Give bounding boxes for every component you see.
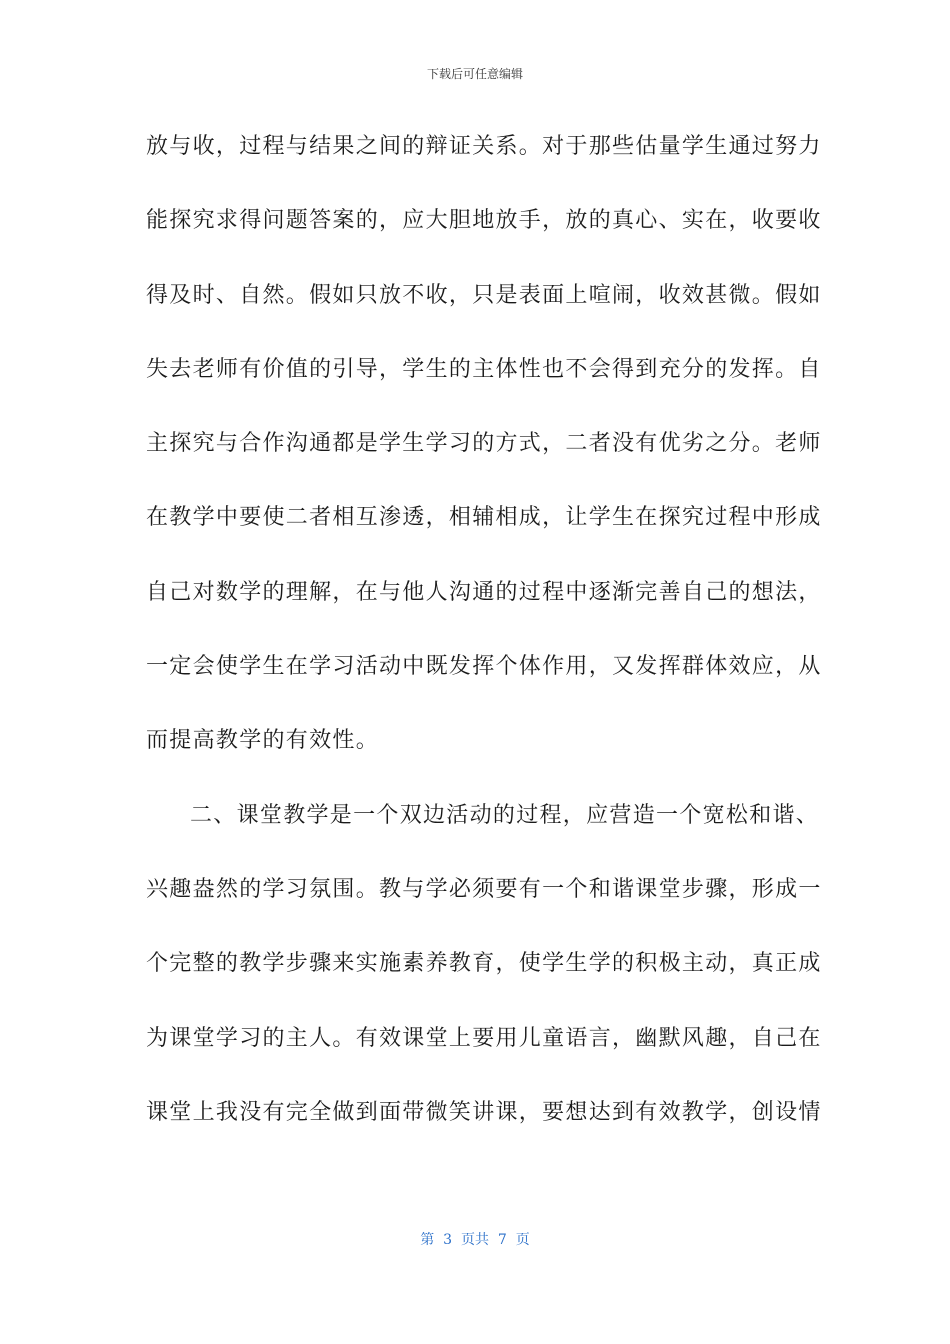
body-text (146, 122, 822, 1162)
text-line: 而提高教学的有效性。 (146, 728, 380, 754)
text-line: 在教学中要使二者相互渗透，相辅相成，让学生在探究过程中形成 (146, 505, 822, 531)
text-line: 主探究与合作沟通都是学生学习的方式，二者没有优劣之分。老师 (146, 431, 822, 457)
text-line: 自己对数学的理解，在与他人沟通的过程中逐渐完善自己的想法， (146, 579, 822, 605)
text-line: 课堂上我没有完全做到面带微笑讲课，要想达到有效教学，创设情 (146, 1099, 822, 1125)
text-line: 兴趣盎然的学习氛围。教与学必须要有一个和谐课堂步骤，形成一 (146, 876, 822, 902)
text-line: 放与收，过程与结果之间的辩证关系。对于那些估量学生通过努力 (146, 134, 822, 159)
page-number: 第 3 页共 7 页 (420, 1232, 530, 1248)
text-line: 一定会使学生在学习活动中既发挥个体作用，又发挥群体效应，从 (146, 654, 822, 680)
text-line: 失去老师有价值的引导，学生的主体性也不会得到充分的发挥。自 (146, 356, 822, 382)
section-heading-line: 二、课堂教学是一个双边活动的过程，应营造一个宽松和谐、 (190, 802, 820, 828)
text-line: 为课堂学习的主人。有效课堂上要用儿童语言，幽默风趣，自己在 (146, 1025, 822, 1051)
text-line: 个完整的教学步骤来实施素养教育，使学生学的积极主动，真正成 (146, 951, 822, 977)
text-line: 得及时、自然。假如只放不收，只是表面上喧闹，收效甚微。假如 (146, 282, 822, 308)
text-line: 能探究求得问题答案的，应大胆地放手，放的真心、实在，收要收 (146, 208, 822, 234)
page-header-note: 下载后可任意编辑 (426, 67, 523, 81)
